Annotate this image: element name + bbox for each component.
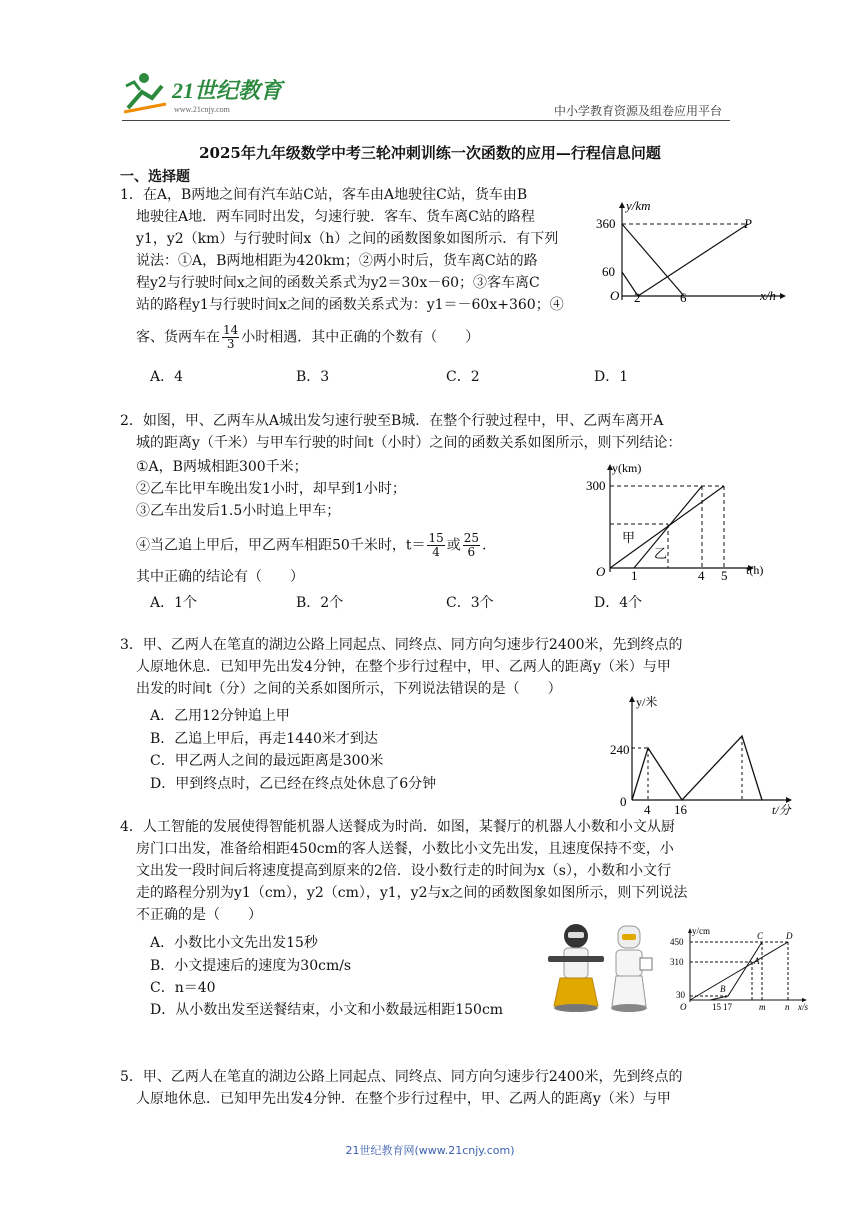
option-b[interactable]: B．乙追上甲后，再走1440米才到达	[150, 731, 378, 747]
robot-image-2	[606, 922, 654, 1014]
x-tick: 2	[634, 290, 641, 305]
point-d: D	[786, 931, 793, 941]
q2-line: ①A，B两城相距300千米；	[136, 459, 308, 475]
option-a[interactable]: A．小数比小文先出发15秒	[150, 935, 318, 951]
q3-graph	[612, 692, 802, 816]
origin: O	[610, 288, 620, 303]
x-tick: 4	[698, 568, 705, 583]
x-tick: m	[759, 1002, 766, 1012]
label-jia: 甲	[622, 530, 636, 545]
q2-line: 其中正确的结论有（ ）	[136, 569, 304, 585]
origin: O	[596, 564, 606, 579]
line-y2	[710, 942, 762, 1000]
y-tick: 30	[676, 990, 685, 1000]
y-tick: 310	[670, 957, 684, 967]
q4-line: 文出发一段时间后将速度提高到原来的2倍．设小数行走的时间为x（s），小数和小文行	[136, 863, 671, 879]
q2-line: ②乙车比甲车晚出发1小时，却早到1小时；	[136, 481, 406, 497]
option-c[interactable]: C．3个	[446, 595, 494, 611]
x-label: t(h)	[746, 563, 764, 577]
origin: 0	[620, 794, 627, 809]
q1-line-7: 客、货两车在 $\frac{14}{3}$ 小时相遇．其中正确的个数有（ ）	[136, 323, 480, 351]
q4-line: 走的路程分别为y1（cm），y2（cm），y1，y2与x之间的函数图象如图所示，则下列说法	[136, 885, 688, 901]
q4-line: 不正确的是（ ）	[136, 907, 262, 923]
x-tick: 1	[631, 568, 638, 583]
q4-line: 4．人工智能的发展使得智能机器人送餐成为时尚．如图，某餐厅的机器人小数和小文从厨	[120, 819, 675, 835]
q1-line: 站的路程y1与行驶时间x之间的函数关系式为：y1＝－60x+360；④	[136, 297, 564, 313]
fraction: $\frac{25}{6}$	[463, 531, 480, 559]
fraction: $\frac{15}{4}$	[428, 531, 444, 559]
x-tick: 15	[712, 1002, 721, 1012]
point-b: B	[720, 984, 726, 994]
logo-sub: www.21cnjy.com	[174, 105, 230, 114]
q1-graph	[596, 196, 792, 308]
header-divider	[122, 120, 730, 121]
x-tick: 17	[723, 1002, 732, 1012]
header-platform-text: 中小学教育资源及组卷应用平台	[553, 104, 722, 118]
y-tick: 60	[602, 264, 615, 279]
q2-line: 2．如图，甲、乙两车从A城出发匀速行驶至B城．在整个行驶过程中，甲、乙两车离开A	[120, 413, 664, 429]
q1-line: 地驶往A地．两车同时出发，匀速行驶．客车、货车离C站的路程	[136, 209, 535, 225]
line-y1	[690, 942, 788, 1000]
y-label: y/km	[626, 198, 651, 213]
q4-graph	[664, 924, 818, 1012]
y-label: y(km)	[612, 461, 642, 475]
section-heading: 一、选择题	[120, 169, 190, 185]
page-title: 2025年九年级数学中考三轮冲刺训练一次函数的应用—行程信息问题	[199, 144, 661, 162]
x-tick: n	[785, 1002, 790, 1012]
q5-line: 5．甲、乙两人在笔直的湖边公路上同起点、同终点、同方向匀速步行2400米，先到终点的	[120, 1069, 683, 1085]
point-p: P	[744, 216, 752, 231]
q1-line: 1．在A，B两地之间有汽车站C站，客车由A地驶往C站，货车由B	[120, 187, 528, 203]
q1-line: 说法：①A，B两地相距为420km；②两小时后，货车离C站的路	[136, 253, 538, 269]
option-b[interactable]: B．3	[296, 369, 330, 385]
option-d[interactable]: D．从小数出发至送餐结束，小文和小数最远相距150cm	[150, 1002, 504, 1018]
q3-line: 人原地休息．已知甲先出发4分钟，在整个步行过程中，甲、乙两人的距离y（米）与甲	[136, 659, 671, 675]
y-label: y/米	[636, 695, 658, 709]
logo	[122, 68, 292, 118]
y-tick: 360	[596, 216, 616, 231]
fraction: $\frac{14}{3}$	[223, 323, 239, 351]
option-a[interactable]: A．4	[150, 369, 184, 385]
q5-line: 人原地休息．已知甲先出发4分钟．在整个步行过程中，甲、乙两人的距离y（米）与甲	[136, 1091, 671, 1107]
q2-line: ③乙车出发后1.5小时追上甲车；	[136, 503, 341, 519]
y-tick: 240	[610, 742, 630, 757]
option-c[interactable]: C．2	[446, 369, 480, 385]
x-tick: 16	[674, 802, 687, 817]
option-d[interactable]: D．甲到终点时，乙已经在终点处休息了6分钟	[150, 776, 437, 792]
runner-icon	[124, 73, 166, 112]
line-y2-b	[638, 224, 748, 296]
x-label: t/分	[772, 803, 791, 817]
q1-line: 程y2与行驶时间x之间的函数关系式为y2＝30x－60；③客车离C	[136, 275, 540, 291]
option-b[interactable]: B．2个	[296, 595, 344, 611]
y-label: y/cm	[692, 926, 710, 936]
q2-line-6: ④当乙追上甲后，甲乙两车相距50千米时，t＝ $\frac{15}{4}$ 或 $\frac{25}{6}$ .	[136, 531, 487, 559]
logo-text: 21世纪教育	[172, 78, 283, 103]
option-d[interactable]: D．4个	[594, 595, 643, 611]
option-c[interactable]: C．n＝40	[150, 980, 216, 996]
x-tick: 4	[644, 802, 651, 817]
y-tick: 450	[670, 937, 684, 947]
q3-line: 出发的时间t（分）之间的关系如图所示，下列说法错误的是（ ）	[136, 681, 562, 697]
option-a[interactable]: A．1个	[150, 595, 198, 611]
q1-line: y1，y2（km）与行驶时间x（h）之间的函数图象如图所示．有下列	[136, 231, 559, 247]
label-yi: 乙	[654, 546, 668, 561]
q2-line: 城的距离y（千米）与甲车行驶的时间t（小时）之间的函数关系如图所示，则下列结论：	[136, 435, 682, 451]
x-tick: 5	[721, 568, 728, 583]
x-label: x/h	[760, 288, 776, 303]
option-d[interactable]: D．1	[594, 369, 629, 385]
point-a: A	[754, 956, 760, 966]
origin: O	[680, 1002, 687, 1012]
point-c: C	[757, 931, 764, 941]
robot-image-1	[546, 922, 606, 1014]
option-a[interactable]: A．乙用12分钟追上甲	[150, 708, 290, 724]
footer-link[interactable]: 21世纪教育网(www.21cnjy.com)	[345, 1144, 515, 1157]
option-c[interactable]: C．甲乙两人之间的最远距离是300米	[150, 753, 384, 769]
option-b[interactable]: B．小文提速后的速度为30cm/s	[150, 958, 352, 974]
q3-line: 3．甲、乙两人在笔直的湖边公路上同起点、同终点、同方向匀速步行2400米，先到终点的	[120, 637, 683, 653]
q2-graph	[584, 460, 780, 582]
y-tick: 300	[586, 478, 606, 493]
x-label: x/s	[798, 1002, 808, 1012]
x-tick: 6	[680, 290, 687, 305]
q4-line: 房门口出发，准备给相距450cm的客人送餐，小数比小文先出发，且速度保持不变，小	[136, 841, 674, 857]
